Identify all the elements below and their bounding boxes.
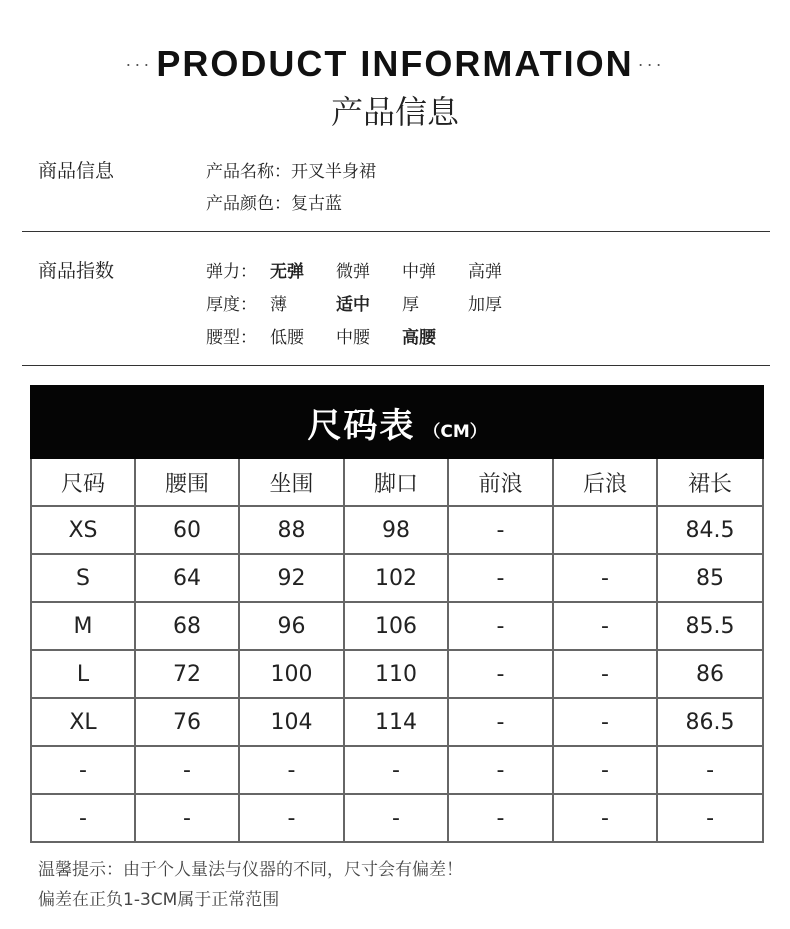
- column-header: 后浪: [553, 458, 657, 506]
- table-cell: -: [553, 554, 657, 602]
- size-chart-title: 尺码表: [307, 405, 416, 446]
- product-info-label: 商品信息: [38, 160, 115, 182]
- table-cell: -: [448, 506, 553, 554]
- table-cell: 76: [135, 698, 239, 746]
- table-cell: -: [448, 698, 553, 746]
- table-cell: 102: [344, 554, 448, 602]
- note-line-2: 偏差在正负1-3CM属于正常范围: [38, 890, 280, 910]
- column-header: 裙长: [657, 458, 763, 506]
- table-cell: 88: [239, 506, 344, 554]
- table-cell: -: [553, 794, 657, 842]
- table-cell: 106: [344, 602, 448, 650]
- index-row: [206, 256, 534, 289]
- size-chart-table: [30, 385, 764, 843]
- size-chart-unit: （CM）: [423, 421, 487, 442]
- index-row: [206, 289, 534, 322]
- index-key: 腰型：: [206, 328, 257, 348]
- table-cell: -: [135, 794, 239, 842]
- table-row: [31, 554, 763, 602]
- column-header: 尺码: [31, 458, 135, 506]
- table-cell: L: [31, 650, 135, 698]
- index-value: 微弹: [336, 262, 370, 282]
- index-value: 低腰: [270, 328, 304, 348]
- column-header: 坐围: [239, 458, 344, 506]
- index-value: 加厚: [468, 295, 502, 315]
- table-cell: S: [31, 554, 135, 602]
- table-cell: -: [553, 602, 657, 650]
- table-cell: -: [135, 746, 239, 794]
- table-cell: -: [553, 650, 657, 698]
- column-header: 脚口: [344, 458, 448, 506]
- table-cell: XS: [31, 506, 135, 554]
- table-cell: 104: [239, 698, 344, 746]
- table-cell: 110: [344, 650, 448, 698]
- table-cell: 92: [239, 554, 344, 602]
- table-cell: 96: [239, 602, 344, 650]
- table-row: [31, 746, 763, 794]
- table-cell: [553, 506, 657, 554]
- index-value: 薄: [270, 295, 287, 315]
- table-cell: XL: [31, 698, 135, 746]
- table-cell: 98: [344, 506, 448, 554]
- index-key: 弹力：: [206, 262, 257, 282]
- table-cell: -: [553, 698, 657, 746]
- column-header: 前浪: [448, 458, 553, 506]
- index-key: 厚度：: [206, 295, 257, 315]
- table-cell: -: [553, 746, 657, 794]
- table-cell: -: [31, 794, 135, 842]
- table-cell: 60: [135, 506, 239, 554]
- table-cell: 85.5: [657, 602, 763, 650]
- table-cell: 86.5: [657, 698, 763, 746]
- product-index-label: 商品指数: [38, 260, 115, 282]
- product-info-lines: [206, 156, 376, 220]
- product-color-line: 产品颜色：复古蓝: [206, 194, 342, 214]
- table-row: [31, 698, 763, 746]
- note-line-1: 温馨提示：由于个人量法与仪器的不同，尺寸会有偏差！: [38, 860, 463, 880]
- table-cell: 86: [657, 650, 763, 698]
- table-row: [31, 506, 763, 554]
- table-row: [31, 602, 763, 650]
- table-cell: -: [31, 746, 135, 794]
- table-cell: -: [657, 794, 763, 842]
- table-cell: 114: [344, 698, 448, 746]
- index-value: 中弹: [402, 262, 436, 282]
- table-cell: -: [448, 794, 553, 842]
- divider-2: [22, 365, 770, 366]
- table-cell: 84.5: [657, 506, 763, 554]
- column-header: 腰围: [135, 458, 239, 506]
- title-en-wrapper: [121, 42, 668, 86]
- table-cell: -: [239, 794, 344, 842]
- index-value: 中腰: [336, 328, 370, 348]
- index-value: 高弹: [468, 262, 502, 282]
- divider-1: [22, 231, 770, 232]
- title-en: PRODUCT INFORMATION: [156, 43, 634, 84]
- title-cn: 产品信息: [330, 93, 459, 131]
- table-cell: M: [31, 602, 135, 650]
- index-value-selected: 适中: [336, 295, 370, 315]
- size-chart-header-row: [31, 458, 763, 506]
- table-cell: -: [448, 602, 553, 650]
- product-index-lines: [206, 256, 534, 355]
- table-cell: 64: [135, 554, 239, 602]
- product-name-line: 产品名称：开叉半身裙: [206, 162, 376, 182]
- dots-right: ···: [637, 54, 665, 74]
- table-cell: -: [344, 746, 448, 794]
- index-value-selected: 无弹: [270, 262, 304, 282]
- index-value: 厚: [402, 295, 419, 315]
- dots-left: ···: [125, 54, 153, 74]
- table-row: [31, 794, 763, 842]
- size-chart-title-row: [31, 386, 763, 458]
- table-cell: -: [239, 746, 344, 794]
- table-cell: 100: [239, 650, 344, 698]
- table-row: [31, 650, 763, 698]
- table-cell: 85: [657, 554, 763, 602]
- table-cell: -: [657, 746, 763, 794]
- page-header: [0, 42, 790, 136]
- table-cell: 68: [135, 602, 239, 650]
- table-cell: -: [448, 650, 553, 698]
- table-cell: -: [344, 794, 448, 842]
- table-cell: -: [448, 554, 553, 602]
- size-chart-body: [31, 506, 763, 842]
- size-chart-title-cell: [31, 386, 763, 458]
- index-row: [206, 322, 534, 355]
- table-cell: -: [448, 746, 553, 794]
- index-value-selected: 高腰: [402, 328, 436, 348]
- table-cell: 72: [135, 650, 239, 698]
